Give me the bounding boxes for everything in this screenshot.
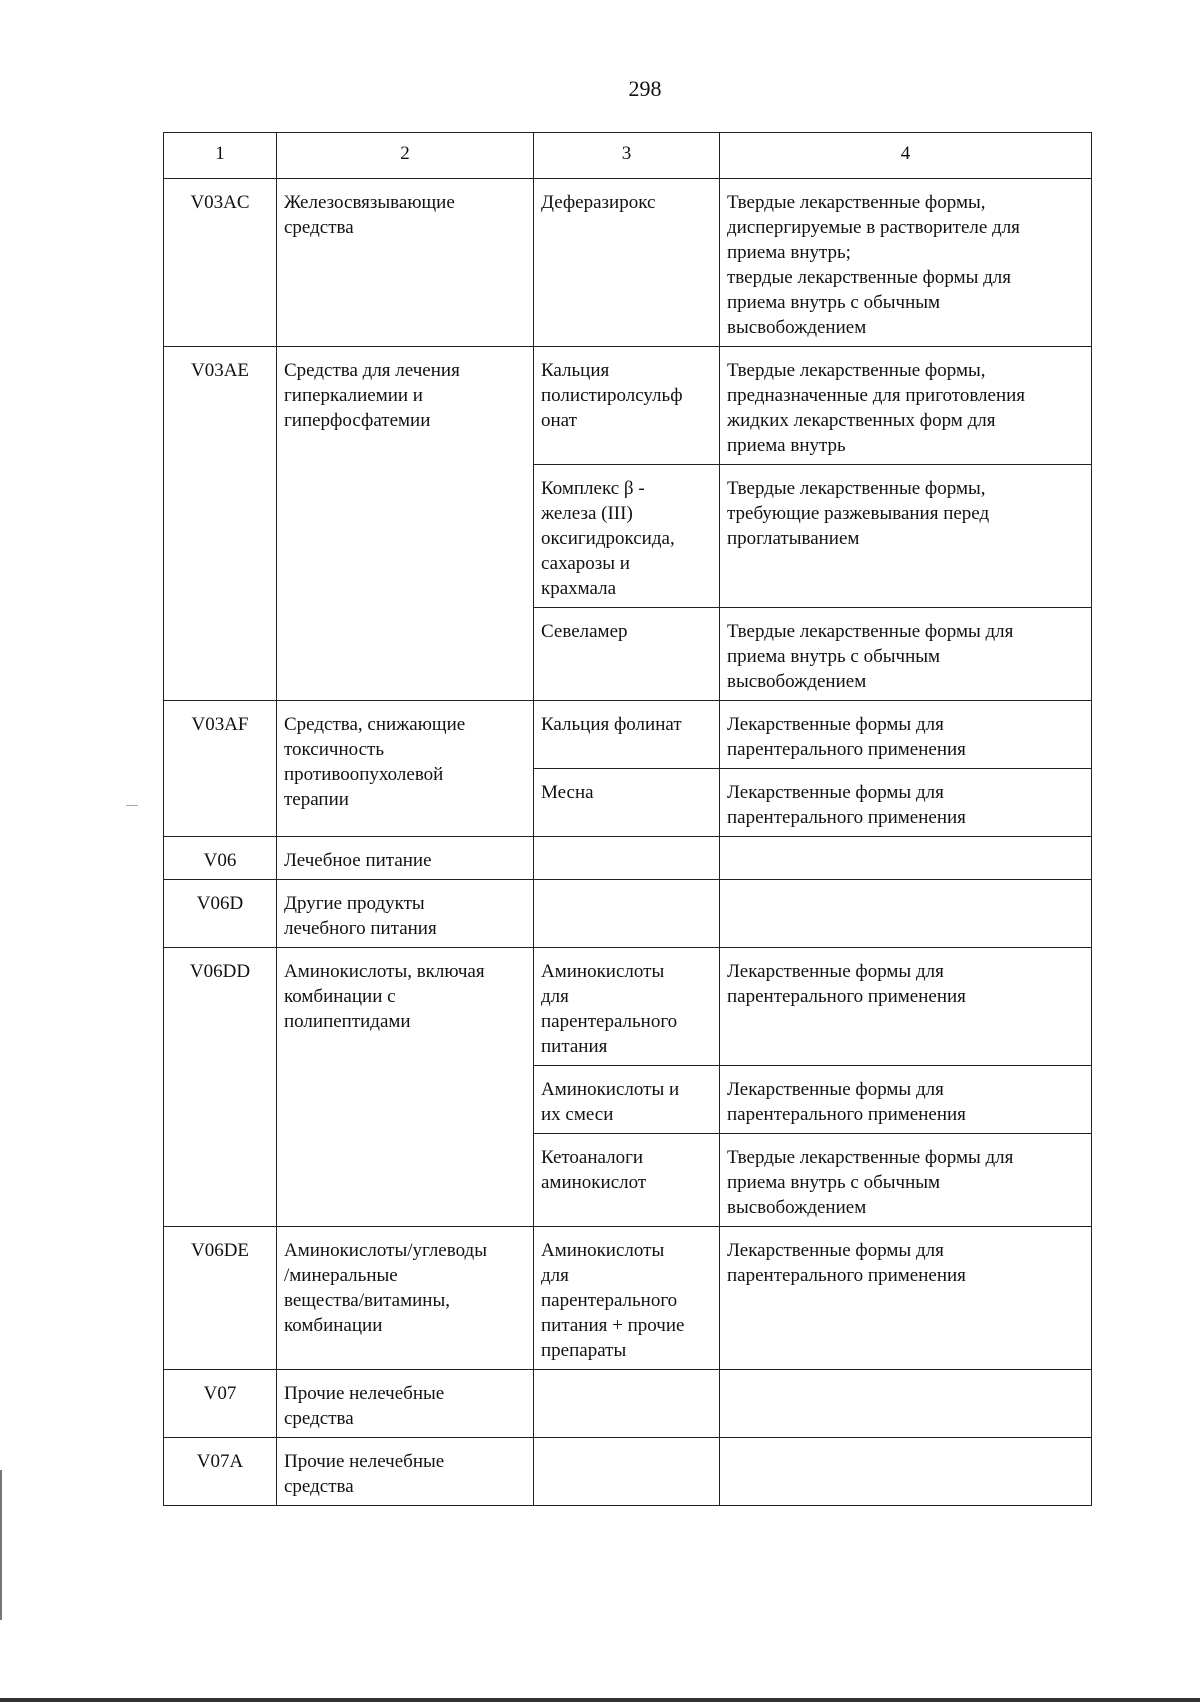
dosage-form-cell: Твердые лекарственные формы, требующие разжевывания перед проглатыванием — [720, 465, 1092, 608]
table-row — [164, 837, 1092, 880]
dosage-form-cell: Лекарственные формы для парентерального применения — [720, 701, 1092, 769]
drug-name-cell: Аминокислоты и их смеси — [534, 1066, 720, 1134]
table-row — [164, 1438, 1092, 1506]
dosage-form-cell — [720, 880, 1092, 948]
group-name-cell: Средства для лечения гиперкалиемии и гиперфосфатемии — [277, 347, 534, 701]
atc-code-cell: V06DD — [164, 948, 277, 1227]
atc-code-cell: V06D — [164, 880, 277, 948]
drug-name-cell: Месна — [534, 769, 720, 837]
dosage-form-cell: Лекарственные формы для парентерального применения — [720, 1066, 1092, 1134]
table-row — [164, 1370, 1092, 1438]
drug-name-cell — [534, 837, 720, 880]
table-row — [164, 179, 1092, 347]
drug-name-cell: Кальция полистиролсульф онат — [534, 347, 720, 465]
drug-name-cell: Аминокислоты для парентерального питания — [534, 948, 720, 1066]
scan-mark — [126, 805, 138, 806]
group-name-cell: Аминокислоты, включая комбинации с полипептидами — [277, 948, 534, 1227]
table-row — [164, 701, 1092, 769]
dosage-form-cell: Твердые лекарственные формы, диспергируемые в растворителе для приема внутрь; твердые лекарственные формы для приема внутрь с обычным высвобождением — [720, 179, 1092, 347]
table-row — [164, 347, 1092, 465]
atc-code-cell: V07A — [164, 1438, 277, 1506]
scan-bottom-edge — [0, 1698, 1200, 1702]
scan-edge-line — [0, 1470, 2, 1620]
dosage-form-cell — [720, 1438, 1092, 1506]
dosage-form-cell: Лекарственные формы для парентерального применения — [720, 948, 1092, 1066]
group-name-cell: Прочие нелечебные средства — [277, 1438, 534, 1506]
page-number: 298 — [628, 76, 662, 101]
atc-code-cell: V03AC — [164, 179, 277, 347]
atc-code-cell: V07 — [164, 1370, 277, 1438]
drug-classification-table — [163, 132, 1092, 1506]
column-header: 2 — [277, 133, 534, 179]
drug-name-cell: Кальция фолинат — [534, 701, 720, 769]
drug-name-cell: Деферазирокс — [534, 179, 720, 347]
dosage-form-cell: Твердые лекарственные формы, предназначенные для приготовления жидких лекарственных форм для приема внутрь — [720, 347, 1092, 465]
dosage-form-cell: Твердые лекарственные формы для приема внутрь с обычным высвобождением — [720, 1134, 1092, 1227]
group-name-cell: Другие продукты лечебного питания — [277, 880, 534, 948]
drug-name-cell: Кетоаналоги аминокислот — [534, 1134, 720, 1227]
table-row — [164, 880, 1092, 948]
drug-name-cell — [534, 1438, 720, 1506]
atc-code-cell: V03AE — [164, 347, 277, 701]
dosage-form-cell — [720, 1370, 1092, 1438]
atc-code-cell: V03AF — [164, 701, 277, 837]
drug-name-cell — [534, 880, 720, 948]
dosage-form-cell: Лекарственные формы для парентерального применения — [720, 1227, 1092, 1370]
column-header: 4 — [720, 133, 1092, 179]
dosage-form-cell: Твердые лекарственные формы для приема внутрь с обычным высвобождением — [720, 608, 1092, 701]
atc-code-cell: V06 — [164, 837, 277, 880]
group-name-cell: Прочие нелечебные средства — [277, 1370, 534, 1438]
table-header-row — [164, 133, 1092, 179]
dosage-form-cell: Лекарственные формы для парентерального применения — [720, 769, 1092, 837]
drug-name-cell: Комплекс β - железа (III) оксигидроксида, сахарозы и крахмала — [534, 465, 720, 608]
drug-name-cell: Севеламер — [534, 608, 720, 701]
group-name-cell: Лечебное питание — [277, 837, 534, 880]
table-row — [164, 948, 1092, 1066]
table-row — [164, 1227, 1092, 1370]
drug-name-cell: Аминокислоты для парентерального питания + прочие препараты — [534, 1227, 720, 1370]
dosage-form-cell — [720, 837, 1092, 880]
group-name-cell: Железосвязывающие средства — [277, 179, 534, 347]
drug-name-cell — [534, 1370, 720, 1438]
column-header: 3 — [534, 133, 720, 179]
group-name-cell: Средства, снижающие токсичность противоопухолевой терапии — [277, 701, 534, 837]
column-header: 1 — [164, 133, 277, 179]
group-name-cell: Аминокислоты/углеводы /минеральные вещества/витамины, комбинации — [277, 1227, 534, 1370]
atc-code-cell: V06DE — [164, 1227, 277, 1370]
